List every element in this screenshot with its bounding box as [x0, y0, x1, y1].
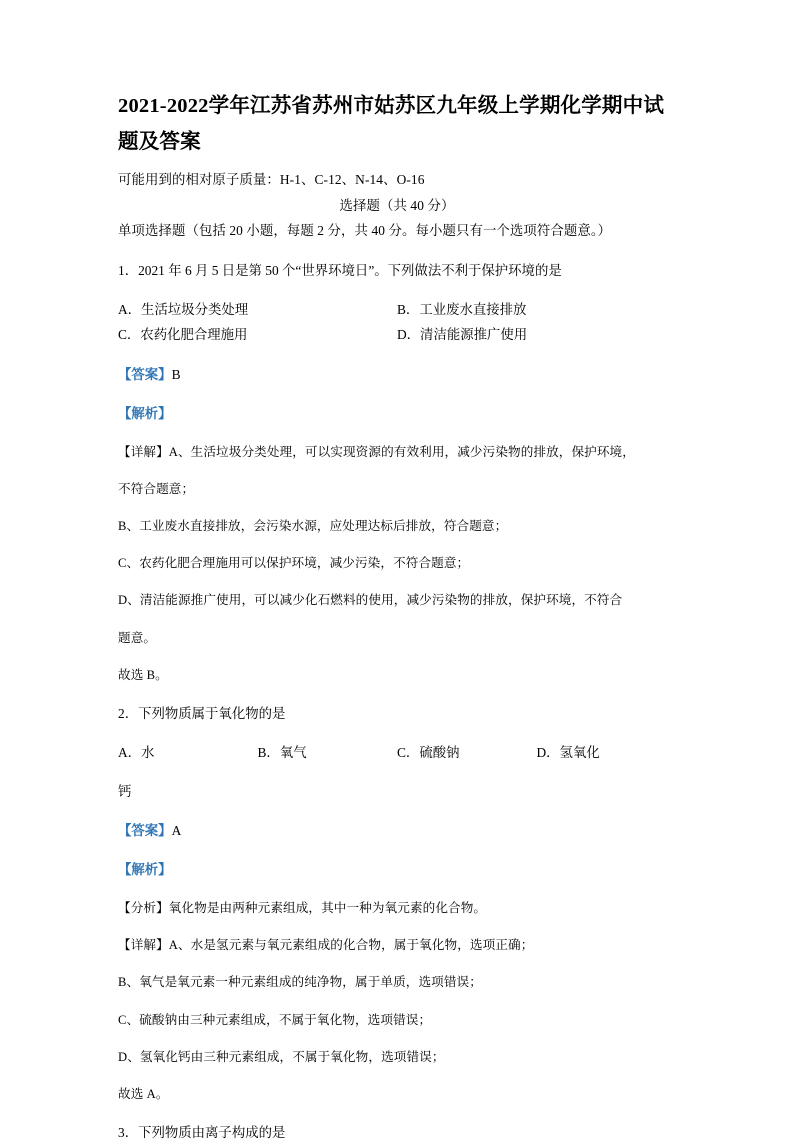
question-2-explanation-line-2: B、氧气是氧元素一种元素组成的纯净物，属于单质，选项错误；	[118, 975, 482, 990]
question-2-analysis-label	[118, 857, 676, 883]
question-1-explanation-line-6: 题意。	[118, 630, 157, 645]
question-1-answer	[118, 362, 676, 388]
question-2-analysis-line: 【分析】氧化物是由两种元素组成，其中一种为氧元素的化合物。	[118, 901, 487, 916]
question-2-explanation-line-5: 故选 A。	[118, 1086, 169, 1101]
option-d[interactable]: D．氢氧化	[536, 744, 600, 760]
question-2-option-d-overflow: 钙	[118, 783, 132, 799]
answer-value: A	[171, 822, 182, 838]
question-2-answer	[118, 818, 676, 844]
question-1-explanation-line-3: B、工业废水直接排放，会污染水源，应处理达标后排放，符合题意；	[118, 519, 508, 534]
option-a[interactable]: A．生活垃圾分类处理	[118, 301, 249, 317]
option-c[interactable]: C．农药化肥合理施用	[118, 327, 248, 343]
question-2-stem: 2．下列物质属于氧化物的是	[118, 705, 286, 721]
option-b[interactable]: B．氧气	[257, 744, 307, 760]
question-1-explanation-line-1: 【详解】A、生活垃圾分类处理，可以实现资源的有效利用，减少污染物的排放，保护环境，	[118, 444, 635, 459]
answer-label: 【答案】	[118, 366, 172, 382]
question-1-explanation-line-5: D、清洁能源推广使用，可以减少化石燃料的使用，减少污染物的排放，保护环境，不符合	[118, 593, 623, 608]
question-1-analysis-label	[118, 401, 676, 427]
question-1-explanation-line-2: 不符合题意；	[118, 481, 195, 496]
question-1-explanation-line-7: 故选 B。	[118, 667, 168, 682]
question-2-options-row	[118, 740, 676, 766]
analysis-label: 【解析】	[118, 862, 172, 878]
question-1-explanation-line-4: C、农药化肥合理施用可以保护环境，减少污染，不符合题意；	[118, 556, 470, 571]
option-c[interactable]: C．硫酸钠	[397, 744, 460, 760]
question-2-explanation-line-1: 【详解】A、水是氢元素与氧元素组成的化合物，属于氧化物，选项正确；	[118, 938, 534, 953]
atomic-mass-line: 可能用到的相对原子质量：H-1、C-12、N-14、O-16	[118, 171, 425, 187]
answer-value: B	[171, 366, 181, 382]
answer-label: 【答案】	[118, 822, 172, 838]
page-title: 2021-2022学年江苏省苏州市姑苏区九年级上学期化学期中试题及答案	[118, 95, 665, 154]
question-1-options-row-2	[118, 322, 676, 348]
section-instruction: 单项选择题（包括 20 小题，每题 2 分，共 40 分。每小题只有一个选项符合题意。）	[118, 223, 612, 239]
option-b[interactable]: B．工业废水直接排放	[397, 301, 527, 317]
section-heading: 选择题（共 40 分）	[339, 197, 455, 213]
question-1-options-row-1	[118, 297, 676, 323]
option-a[interactable]: A．水	[118, 744, 155, 760]
question-1-stem: 1．2021 年 6 月 5 日是第 50 个“世界环境日”。下列做法不利于保护环境的是	[118, 262, 562, 278]
question-3-stem: 3．下列物质由离子构成的是	[118, 1124, 286, 1140]
question-2-explanation-line-3: C、硫酸钠由三种元素组成，不属于氧化物，选项错误；	[118, 1012, 432, 1027]
analysis-label: 【解析】	[118, 405, 172, 421]
question-2-explanation-line-4: D、氢氧化钙由三种元素组成，不属于氧化物，选项错误；	[118, 1049, 445, 1064]
option-d[interactable]: D．清洁能源推广使用	[397, 327, 528, 343]
